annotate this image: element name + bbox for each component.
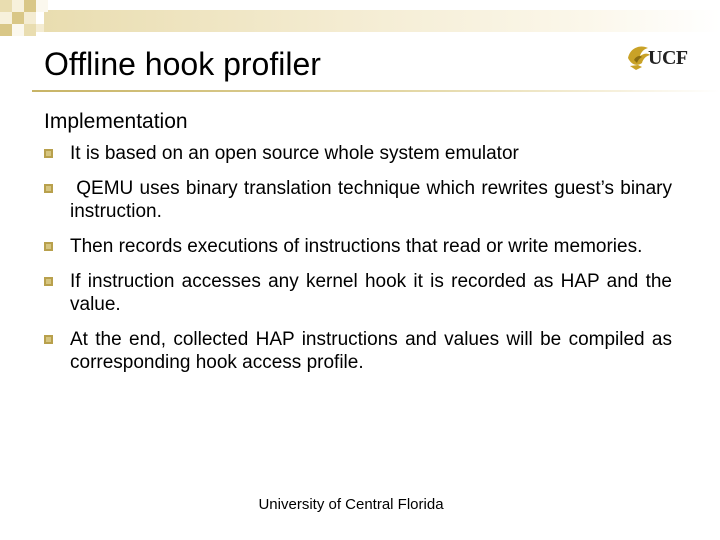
- section-heading: Implementation: [44, 110, 188, 133]
- logo-text: UCF: [648, 47, 688, 69]
- bullet-text: It is based on an open source whole system emulator: [70, 143, 519, 164]
- bullet-item: [44, 270, 672, 316]
- square-bullet-icon: [44, 335, 53, 344]
- bullet-text: At the end, collected HAP instructions and values will be compiled as corresponding hook access profile.: [70, 329, 672, 373]
- title-underline: [32, 90, 720, 92]
- bullet-item: [44, 142, 672, 165]
- bullet-item: [44, 328, 672, 374]
- bullet-list: [44, 142, 678, 386]
- square-bullet-icon: [44, 277, 53, 286]
- bullet-text: Then records executions of instructions that read or write memories.: [70, 236, 643, 257]
- bullet-item: [44, 177, 678, 223]
- square-bullet-icon: [44, 149, 53, 158]
- square-bullet-icon: [44, 184, 53, 193]
- bullet-item: [44, 235, 672, 258]
- bullet-text: QEMU uses binary translation technique which rewrites guest’s binary instruction.: [70, 178, 678, 222]
- slide-title: Offline hook profiler: [44, 46, 321, 82]
- bullet-text: If instruction accesses any kernel hook it is recorded as HAP and the value.: [70, 271, 672, 315]
- square-bullet-icon: [44, 242, 53, 251]
- corner-decoration: [0, 0, 720, 40]
- footer-text: University of Central Florida: [258, 496, 444, 513]
